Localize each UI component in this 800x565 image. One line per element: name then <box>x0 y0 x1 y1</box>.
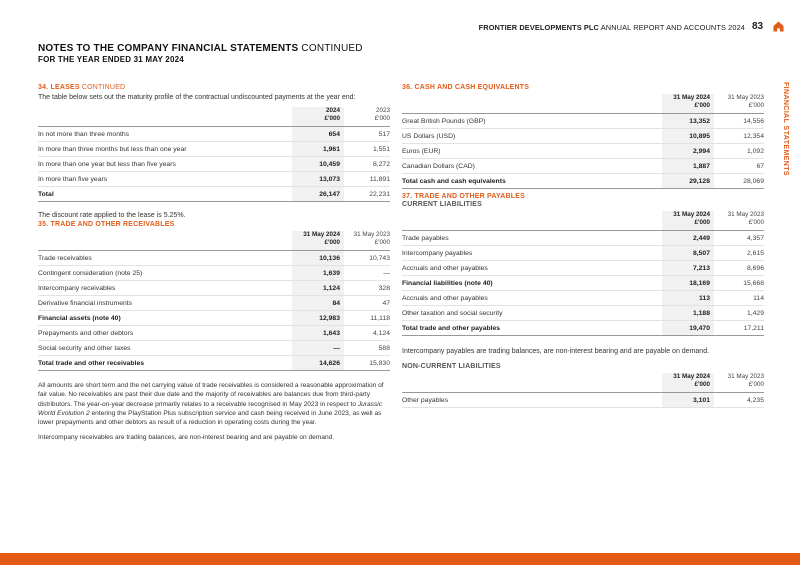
leases-header-row <box>38 107 390 127</box>
payables-col-prior: 31 May 2023 £'000 <box>727 211 764 226</box>
table-row: In not more than three months 654 517 <box>38 127 390 142</box>
non-current-liabilities-heading: NON-CURRENT LIABILITIES <box>402 363 501 370</box>
table-row: Other payables 3,101 4,235 <box>402 393 764 408</box>
receivables-header-row <box>38 231 390 251</box>
leases-intro: The table below sets out the maturity profile of the contractual undiscounted payments at the year end: <box>38 94 356 101</box>
payables-heading: 37. TRADE AND OTHER PAYABLES <box>402 193 525 200</box>
leases-table <box>38 107 390 202</box>
page-subtitle: FOR THE YEAR ENDED 31 MAY 2024 <box>38 55 184 64</box>
table-row: Contingent consideration (note 25) 1,639 — <box>38 266 390 281</box>
side-tab-label: FINANCIAL STATEMENTS <box>782 82 789 176</box>
table-row: Trade receivables 10,136 10,743 <box>38 251 390 266</box>
table-row: Prepayments and other debtors 1,643 4,124 <box>38 326 390 341</box>
table-row: In more than three months but less than one year 1,961 1,551 <box>38 142 390 157</box>
leases-section <box>38 84 390 219</box>
receivables-paragraph-2: Intercompany receivables are trading balances, are non-interest bearing and are payable on demand. <box>38 434 335 442</box>
running-header <box>479 23 745 32</box>
nc-col-label <box>402 373 662 393</box>
receivables-paragraph-1: All amounts are short term and the net carrying value of trade receivables is considered a reasonable approximation of fair value. No receivables are past their due date and the majority of receivables are balances due from third-party distributors. The year-on-year decrease primarily relates to a receivable recognised in May 2023 in respect to Jurassic World Evolution 2 entering the PlayStation Plus subscription service and cash being received in June 2023, as well as lower prepayments and other debtors as result of a reduction in operating costs during the year. <box>38 382 384 427</box>
leases-note: The discount rate applied to the lease is 5.25%. <box>38 212 186 219</box>
cash-heading: 36. CASH AND CASH EQUIVALENTS <box>402 84 530 91</box>
cash-table <box>402 94 764 189</box>
table-row: Intercompany receivables 1,124 328 <box>38 281 390 296</box>
current-liabilities-table <box>402 211 764 336</box>
header-report: ANNUAL REPORT AND ACCOUNTS 2024 <box>600 23 745 32</box>
receivables-section <box>38 221 390 443</box>
table-row: Canadian Dollars (CAD) 1,887 67 <box>402 159 764 174</box>
cash-col-cur: 31 May 2024 £'000 <box>662 94 714 114</box>
receivables-table <box>38 231 390 371</box>
page-title <box>38 43 363 54</box>
leases-heading-cont: CONTINUED <box>81 84 126 91</box>
payables-note: Intercompany payables are trading balances, are non-interest bearing and are payable on demand. <box>402 348 710 355</box>
receivables-total-row: Total trade and other receivables 14,626 15,830 <box>38 356 390 371</box>
nc-header-row <box>402 373 764 393</box>
leases-col-cur: 2024 £'000 <box>292 107 344 127</box>
table-row: Accruals and other payables 7,213 8,696 <box>402 261 764 276</box>
table-row: Great British Pounds (GBP) 13,352 14,556 <box>402 114 764 129</box>
leases-col-label <box>38 107 292 127</box>
leases-total-row: Total 26,147 22,231 <box>38 187 390 202</box>
table-row: In more than five years 13,073 11,891 <box>38 172 390 187</box>
payables-col-label <box>402 211 662 231</box>
table-row: Trade payables 2,449 4,357 <box>402 231 764 246</box>
cash-col-prior: 31 May 2023 £'000 <box>727 94 764 109</box>
receivables-subtotal-row: Financial assets (note 40) 12,983 11,118 <box>38 311 390 326</box>
table-row: Social security and other taxes — 588 <box>38 341 390 356</box>
page-title-cont: CONTINUED <box>301 43 363 54</box>
cash-section <box>402 84 764 189</box>
payables-col-cur: 31 May 2024 £'000 <box>662 211 714 231</box>
receivables-col-cur: 31 May 2024 £'000 <box>292 231 344 251</box>
payables-subtotal-row: Financial liabilities (note 40) 18,169 15,668 <box>402 276 764 291</box>
table-row: Derivative financial instruments 84 47 <box>38 296 390 311</box>
page-number: 83 <box>752 21 764 32</box>
side-tab[interactable] <box>782 82 792 202</box>
payables-header-row <box>402 211 764 231</box>
nc-col-cur: 31 May 2024 £'000 <box>662 373 714 393</box>
table-row: Other taxation and social security 1,188 1,429 <box>402 306 764 321</box>
current-liabilities-heading: CURRENT LIABILITIES <box>402 201 483 208</box>
table-row: Accruals and other payables 113 114 <box>402 291 764 306</box>
header-company: FRONTIER DEVELOPMENTS PLC <box>478 23 599 32</box>
payables-total-row: Total trade and other payables 19,470 17,211 <box>402 321 764 336</box>
nc-col-prior: 31 May 2023 £'000 <box>727 373 764 388</box>
table-row: US Dollars (USD) 10,895 12,354 <box>402 129 764 144</box>
footer-bar <box>0 553 800 565</box>
cash-header-row <box>402 94 764 114</box>
table-row: In more than one year but less than five years 10,459 8,272 <box>38 157 390 172</box>
receivables-col-label <box>38 231 292 251</box>
table-row: Euros (EUR) 2,994 1,092 <box>402 144 764 159</box>
home-icon[interactable] <box>773 21 784 32</box>
cash-total-row: Total cash and cash equivalents 29,128 28,069 <box>402 174 764 189</box>
page-title-main: NOTES TO THE COMPANY FINANCIAL STATEMENTS <box>38 43 299 54</box>
leases-heading-text: 34. LEASES <box>38 84 80 91</box>
payables-section <box>402 193 764 408</box>
leases-col-prior: 2023 £'000 <box>374 107 390 122</box>
cash-col-label <box>402 94 662 114</box>
receivables-heading: 35. TRADE AND OTHER RECEIVABLES <box>38 221 175 228</box>
leases-heading <box>38 84 390 91</box>
non-current-liabilities-table <box>402 373 764 408</box>
receivables-col-prior: 31 May 2023 £'000 <box>353 231 390 246</box>
table-row: Intercompany payables 8,507 2,615 <box>402 246 764 261</box>
